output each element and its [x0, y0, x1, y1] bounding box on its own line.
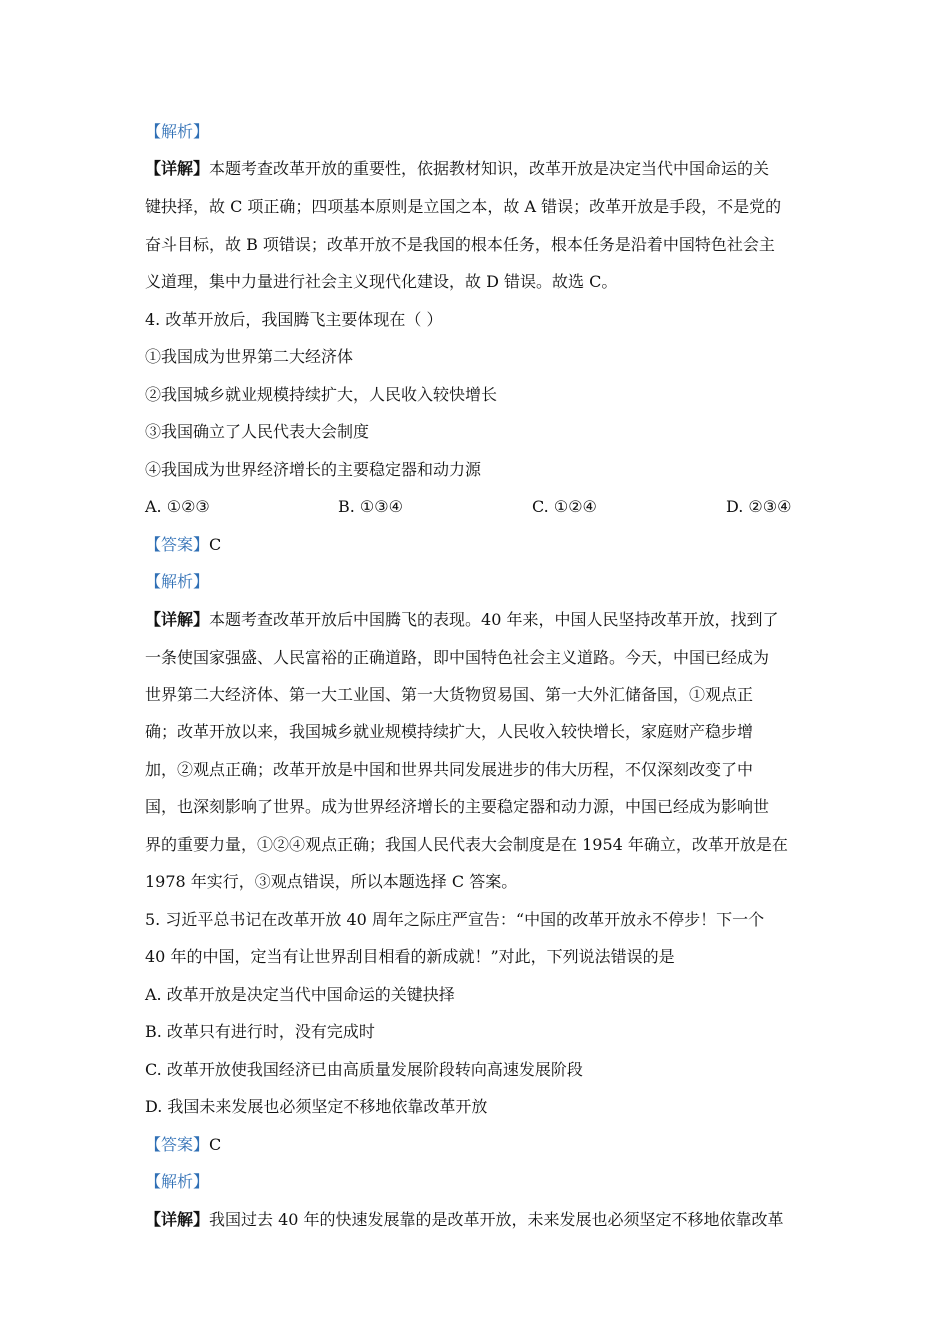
question-4-option-c: C. ①②④	[532, 497, 597, 516]
question-5-option-b: B. 改革只有进行时，没有完成时	[145, 1022, 375, 1041]
detail-paragraph-line: 键抉择，故 C 项正确；四项基本原则是立国之本，故 A 错误；改革开放是手段，不是党的	[145, 197, 782, 216]
detail-paragraph-line: 确；改革开放以来，我国城乡就业规模持续扩大，人民收入较快增长，家庭财产稳步增	[145, 722, 754, 741]
detail-paragraph-line: 国，也深刻影响了世界。成为世界经济增长的主要稳定器和动力源，中国已经成为影响世	[145, 797, 770, 816]
answer-label: 【答案】	[145, 535, 210, 554]
answer-value: C	[209, 535, 222, 554]
detail-paragraph-line: 世界第二大经济体、第一大工业国、第一大货物贸易国、第一大外汇储备国，①观点正	[145, 685, 754, 704]
question-4-option-d: D. ②③④	[726, 497, 792, 516]
detail-paragraph-line: 义道理，集中力量进行社会主义现代化建设，故 D 错误。故选 C。	[145, 272, 618, 291]
question-4-item: ②我国城乡就业规模持续扩大，人民收入较快增长	[145, 385, 498, 404]
question-5-option-d: D. 我国未来发展也必须坚定不移地依靠改革开放	[145, 1097, 488, 1116]
question-4-stem: 4. 改革开放后，我国腾飞主要体现在（ ）	[145, 310, 443, 329]
analysis-label: 【解析】	[145, 122, 210, 141]
detail-label: 【详解】	[145, 610, 210, 629]
question-4-option-b: B. ①③④	[338, 497, 403, 516]
detail-label: 【详解】	[145, 1210, 210, 1229]
question-5-stem: 40 年的中国，定当有让世界刮目相看的新成就！”对此，下列说法错误的是	[145, 947, 675, 966]
question-4-answer	[145, 534, 221, 556]
question-4-option-a: A. ①②③	[145, 497, 210, 516]
question-5-stem: 5. 习近平总书记在改革开放 40 周年之际庄严宣告：“中国的改革开放永不停步！下一个	[145, 910, 765, 929]
detail-paragraph-line: 一条使国家强盛、人民富裕的正确道路，即中国特色社会主义道路。今天，中国已经成为	[145, 648, 770, 667]
question-4-item: ①我国成为世界第二大经济体	[145, 347, 354, 366]
detail-paragraph-line: 奋斗目标，故 B 项错误；改革开放不是我国的根本任务，根本任务是沿着中国特色社会主	[145, 235, 775, 254]
question-5-answer	[145, 1134, 221, 1156]
detail-paragraph-line: 【详解】我国过去 40 年的快速发展靠的是改革开放，未来发展也必须坚定不移地依靠改革	[145, 1210, 784, 1229]
detail-paragraph-line: 1978 年实行，③观点错误，所以本题选择 C 答案。	[145, 872, 518, 891]
analysis-label: 【解析】	[145, 1172, 210, 1191]
analysis-label: 【解析】	[145, 572, 210, 591]
detail-paragraph-line: 【详解】本题考查改革开放的重要性，依据教材知识，改革开放是决定当代中国命运的关	[145, 159, 770, 178]
answer-value: C	[209, 1135, 222, 1154]
detail-paragraph-line: 界的重要力量，①②④观点正确；我国人民代表大会制度是在 1954 年确立，改革开放是在	[145, 835, 788, 854]
question-4-item: ③我国确立了人民代表大会制度	[145, 422, 370, 441]
question-5-option-c: C. 改革开放使我国经济已由高质量发展阶段转向高速发展阶段	[145, 1060, 583, 1079]
detail-paragraph-line: 加，②观点正确；改革开放是中国和世界共同发展进步的伟大历程，不仅深刻改变了中	[145, 760, 754, 779]
question-5-option-a: A. 改革开放是决定当代中国命运的关键抉择	[145, 985, 455, 1004]
answer-label: 【答案】	[145, 1135, 210, 1154]
detail-paragraph-line: 【详解】本题考查改革开放后中国腾飞的表现。40 年来，中国人民坚持改革开放，找到了	[145, 610, 779, 629]
detail-label: 【详解】	[145, 159, 210, 178]
question-4-item: ④我国成为世界经济增长的主要稳定器和动力源	[145, 460, 482, 479]
